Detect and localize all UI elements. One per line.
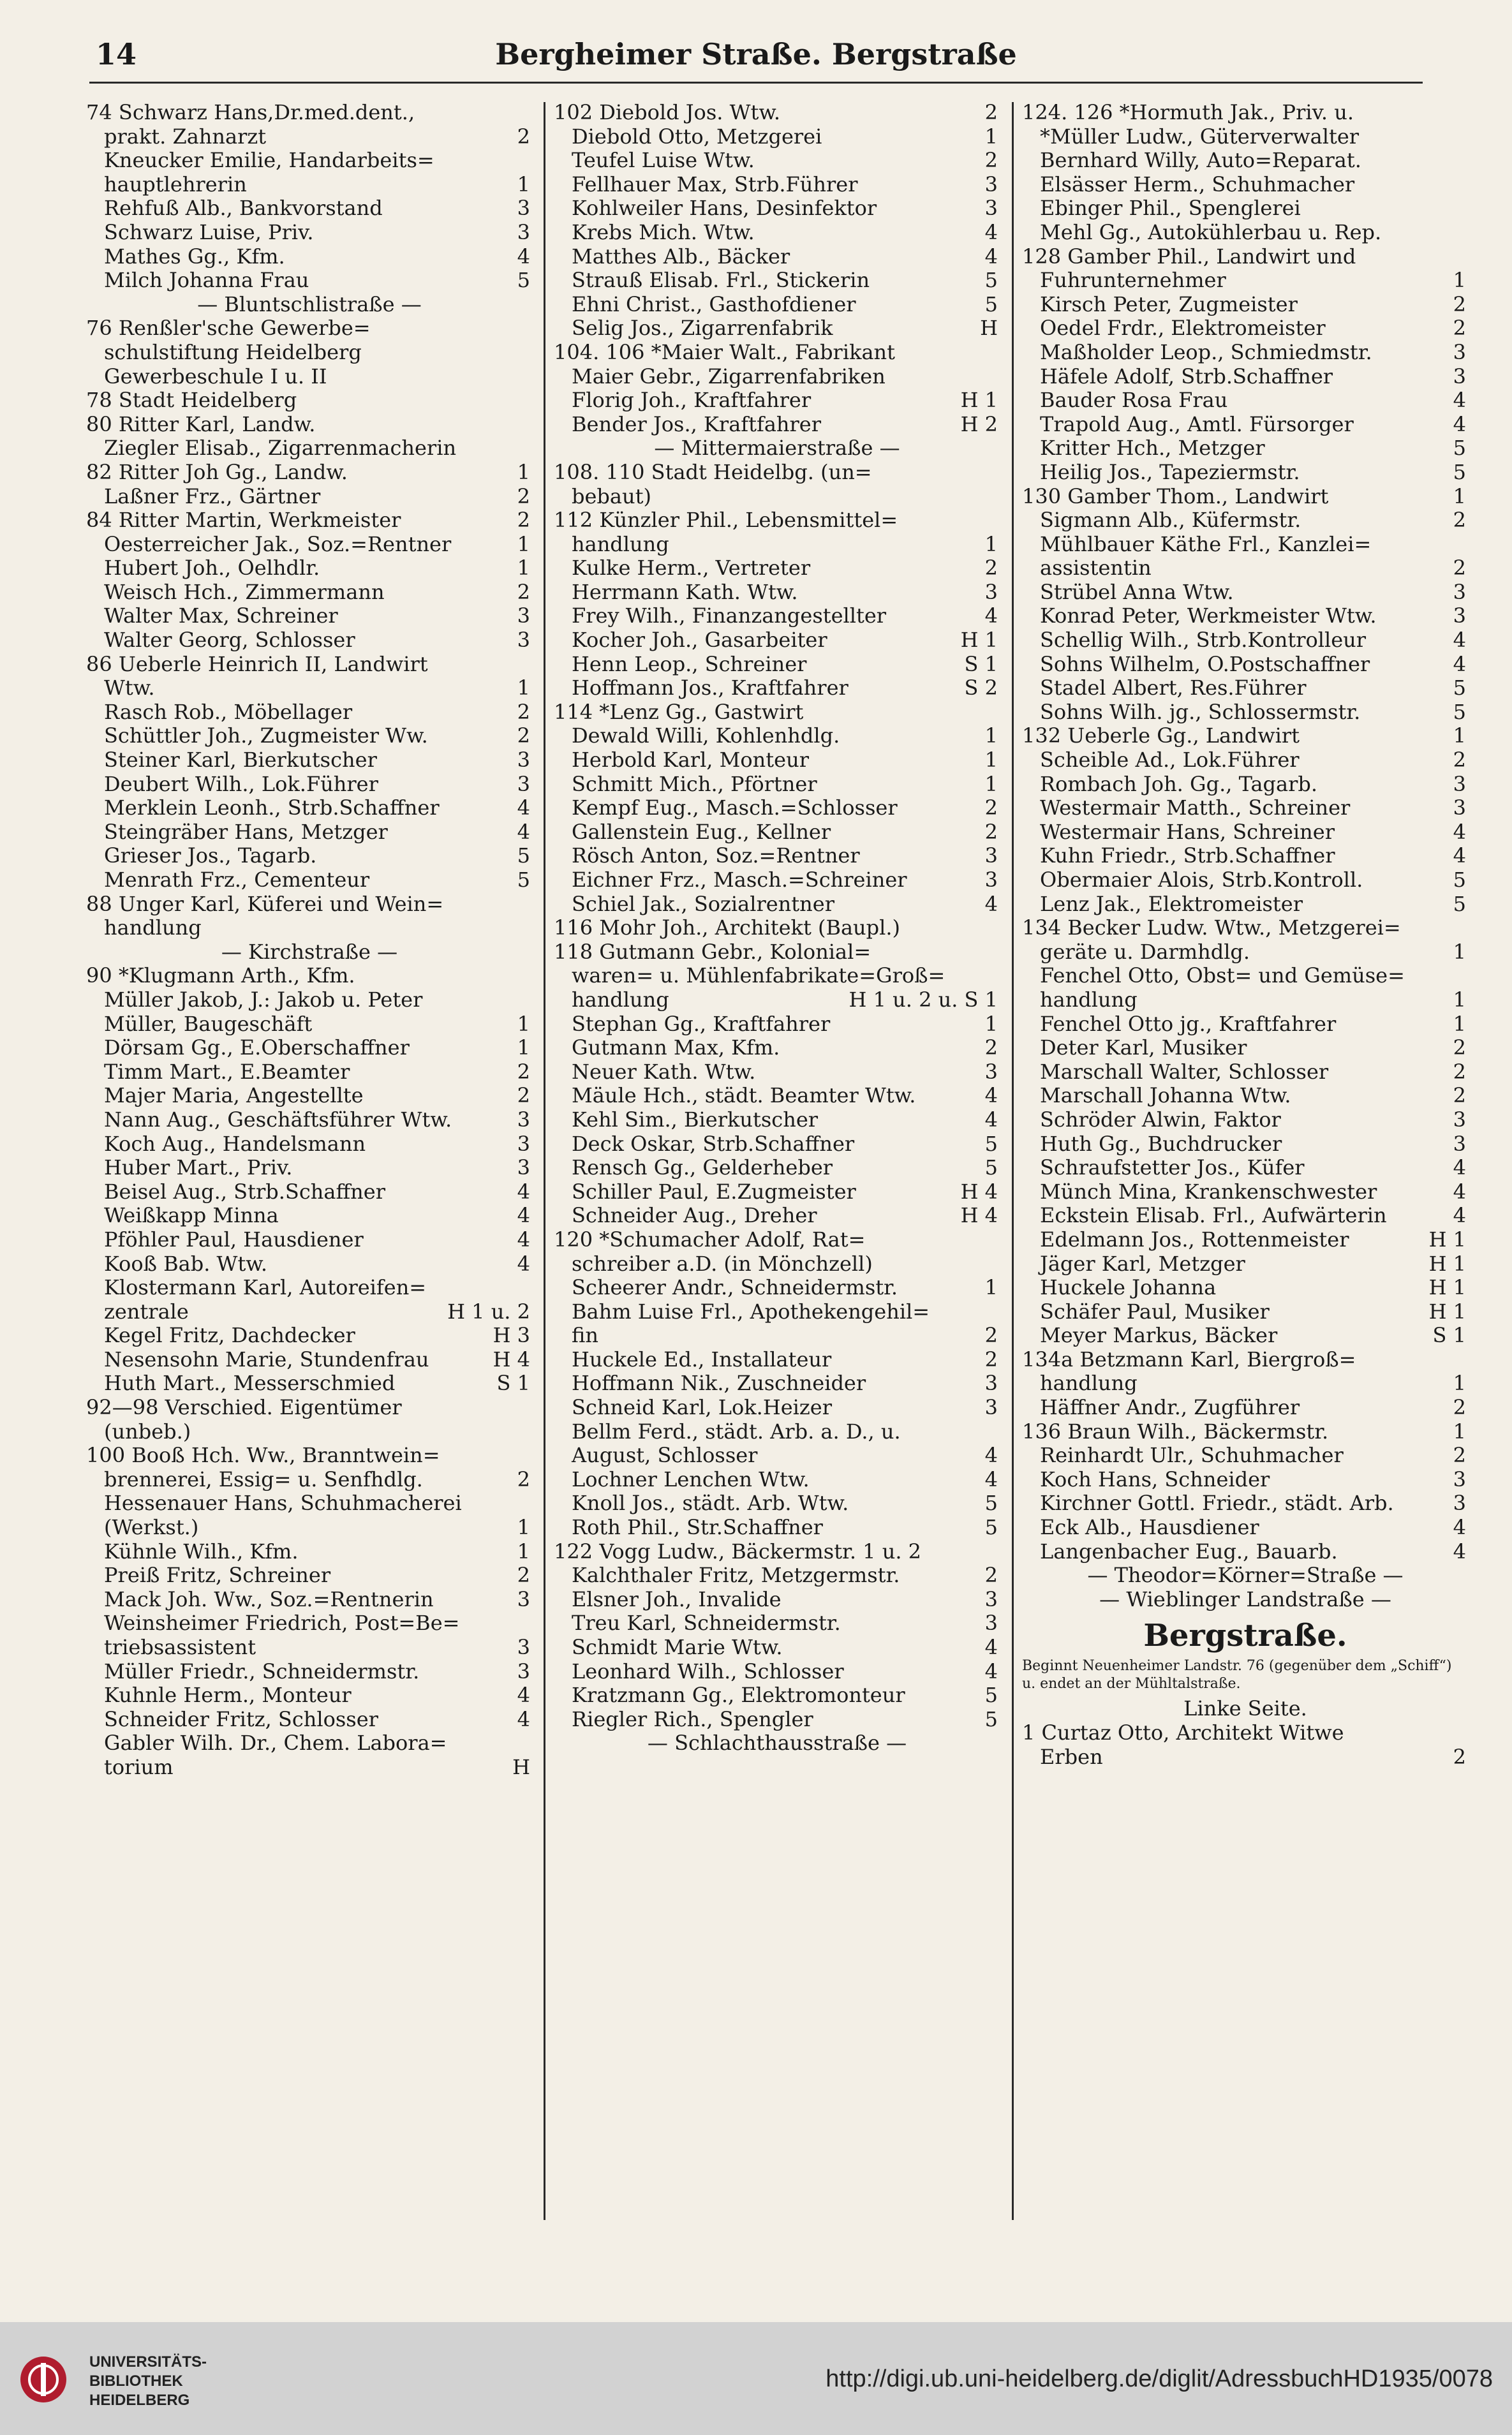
directory-entry: Bauder Rosa Frau 4	[1040, 389, 1466, 413]
directory-entry: Kegel Fritz, Dachdecker H 3	[104, 1324, 530, 1348]
directory-entry: Leonhard Wilh., Schlosser 4	[572, 1659, 998, 1684]
page-header	[83, 31, 1429, 75]
directory-entry: Schneid Karl, Lok.Heizer 3	[572, 1396, 998, 1420]
street-divider: — Schlachthausstraße —	[647, 1731, 907, 1756]
directory-entry: 114 *Lenz Gg., Gastwirt	[554, 700, 804, 724]
directory-entry: 102 Diebold Jos. Wtw. 2	[554, 101, 998, 124]
directory-entry: Mack Joh. Ww., Soz.=Rentnerin 3	[104, 1587, 530, 1611]
directory-entry: Kuhnle Herm., Monteur 4	[104, 1684, 530, 1708]
directory-entry: brennerei, Essig= u. Senfhdlg. 2	[104, 1467, 530, 1491]
directory-entry: Langenbacher Eug., Bauarb. 4	[1040, 1539, 1466, 1564]
directory-entry: 136 Braun Wilh., Bäckermstr. 1	[1022, 1419, 1466, 1444]
directory-entry: zentrale H 1 u. 2	[104, 1299, 530, 1324]
street-divider: — Mittermaierstraße —	[654, 436, 900, 461]
directory-entry: Diebold Otto, Metzgerei 1	[572, 124, 998, 149]
directory-entry: handlung 1	[1040, 988, 1466, 1012]
directory-entry: 124. 126 *Hormuth Jak., Priv. u.	[1022, 101, 1354, 124]
directory-entry: 112 Künzler Phil., Lebensmittel=	[554, 508, 898, 533]
directory-entry: Eckstein Elisab. Frl., Aufwärterin 4	[1040, 1204, 1466, 1228]
directory-entry: Steiner Karl, Bierkutscher 3	[104, 748, 530, 773]
directory-entry: 78 Stadt Heidelberg	[86, 389, 297, 413]
directory-entry: Beisel Aug., Strb.Schaffner 4	[104, 1180, 530, 1204]
directory-entry: Kocher Joh., Gasarbeiter H 1	[572, 628, 998, 653]
directory-column-2	[554, 101, 1000, 2231]
directory-entry: Hoffmann Jos., Kraftfahrer S 2	[572, 676, 998, 700]
directory-entry: Huth Mart., Messerschmied S 1	[104, 1372, 530, 1396]
directory-entry: Preiß Fritz, Schreiner 2	[104, 1564, 530, 1588]
directory-column-1	[86, 101, 533, 2231]
university-library-logo	[18, 2354, 69, 2405]
directory-entry: Hubert Joh., Oelhdlr. 1	[104, 556, 530, 581]
directory-entry: Huth Gg., Buchdrucker 3	[1040, 1132, 1466, 1156]
directory-entry: Münch Mina, Krankenschwester 4	[1040, 1180, 1466, 1204]
directory-entry: schreiber a.D. (in Mönchzell)	[572, 1252, 873, 1276]
directory-entry: 88 Unger Karl, Küferei und Wein=	[86, 892, 444, 916]
directory-entry: Steingräber Hans, Metzger 4	[104, 820, 530, 844]
directory-entry: Mühlbauer Käthe Frl., Kanzlei=	[1040, 532, 1372, 556]
directory-entry: Weißkapp Minna 4	[104, 1204, 530, 1228]
directory-list	[1022, 101, 1469, 1611]
directory-entry: Nesensohn Marie, Stundenfrau H 4	[104, 1347, 530, 1372]
directory-entry: 76 Renßler'sche Gewerbe=	[86, 316, 371, 341]
directory-entry: 108. 110 Stadt Heidelbg. (un=	[554, 460, 872, 484]
directory-entry: Kohlweiler Hans, Desinfektor 3	[572, 196, 998, 221]
directory-entry: torium H	[104, 1755, 530, 1779]
directory-entry: Maier Gebr., Zigarrenfabriken	[572, 364, 886, 389]
directory-entry: assistentin 2	[1040, 556, 1466, 581]
directory-entry: Rombach Joh. Gg., Tagarb. 3	[1040, 772, 1466, 796]
directory-entry: 128 Gamber Phil., Landwirt und	[1022, 244, 1356, 269]
directory-entry: Schüttler Joh., Zugmeister Ww. 2	[104, 724, 530, 748]
directory-entry: Walter Georg, Schlosser 3	[104, 628, 530, 653]
directory-entry: Lochner Lenchen Wtw. 4	[572, 1467, 998, 1491]
directory-entry: Timm Mart., E.Beamter 2	[104, 1060, 530, 1084]
directory-entry: Krebs Mich. Wtw. 4	[572, 220, 998, 244]
directory-entry: triebsassistent 3	[104, 1636, 530, 1659]
directory-entry: Bahm Luise Frl., Apothekengehil=	[572, 1299, 930, 1324]
directory-entry: Neuer Kath. Wtw. 3	[572, 1060, 998, 1084]
directory-entry: waren= u. Mühlenfabrikate=Groß=	[572, 964, 945, 988]
directory-entry: Mäule Hch., städt. Beamter Wtw. 4	[572, 1084, 998, 1108]
directory-entry: Sohns Wilh. jg., Schlossermstr. 5	[1040, 700, 1466, 724]
directory-entry: Eichner Frz., Masch.=Schreiner 3	[572, 868, 998, 892]
directory-entry: fin 2	[572, 1324, 998, 1348]
directory-entry: 84 Ritter Martin, Werkmeister 2	[86, 508, 530, 533]
column-divider	[1012, 102, 1014, 2220]
directory-entry: schulstiftung Heidelberg	[104, 340, 362, 364]
directory-entry: Oedel Frdr., Elektromeister 2	[1040, 316, 1466, 341]
directory-entry: Deck Oskar, Strb.Schaffner 5	[572, 1132, 998, 1156]
directory-entry: Kühnle Wilh., Kfm. 1	[104, 1539, 530, 1564]
directory-entry: Heilig Jos., Tapeziermstr. 5	[1040, 460, 1466, 484]
directory-entry: Rensch Gg., Gelderheber 5	[572, 1156, 998, 1180]
directory-entry: Kirsch Peter, Zugmeister 2	[1040, 292, 1466, 316]
directory-entry: hauptlehrerin 1	[104, 172, 530, 196]
directory-entry: Jäger Karl, Metzger H 1	[1040, 1252, 1466, 1276]
directory-entry: Häfele Adolf, Strb.Schaffner 3	[1040, 364, 1466, 389]
directory-entry: Bender Jos., Kraftfahrer H 2	[572, 412, 998, 436]
directory-entry: geräte u. Darmhdlg. 1	[1040, 940, 1466, 964]
directory-entry: 80 Ritter Karl, Landw.	[86, 412, 316, 436]
directory-entry: Herrmann Kath. Wtw. 3	[572, 580, 998, 604]
directory-entry: 132 Ueberle Gg., Landwirt 1	[1022, 724, 1466, 748]
directory-entry: Eck Alb., Hausdiener 4	[1040, 1516, 1466, 1540]
street-note: Beginnt Neuenheimer Landstr. 76 (gegenüber dem „Schiff“) u. endet an der Mühltalstraße.	[1022, 1658, 1452, 1692]
directory-entry: Treu Karl, Schneidermstr. 3	[572, 1611, 998, 1636]
directory-entry: Walter Max, Schreiner 3	[104, 604, 530, 628]
directory-entry: Konrad Peter, Werkmeister Wtw. 3	[1040, 604, 1466, 628]
directory-entry: handlung 1	[1040, 1372, 1466, 1396]
directory-entry: 1 Curtaz Otto, Architekt Witwe	[1022, 1721, 1344, 1745]
directory-entry: Milch Johanna Frau 5	[104, 269, 530, 293]
source-url[interactable]: http://digi.ub.uni-heidelberg.de/diglit/AdressbuchHD1935/0078	[826, 2365, 1493, 2392]
directory-entry: Majer Maria, Angestellte 2	[104, 1084, 530, 1108]
column-divider	[544, 102, 545, 2220]
directory-entry: Deubert Wilh., Lok.Führer 3	[104, 772, 530, 796]
directory-entry: Ebinger Phil., Spenglerei	[1040, 196, 1301, 221]
directory-entry: Schmidt Marie Wtw. 4	[572, 1636, 998, 1659]
directory-entry: Kritter Hch., Metzger 5	[1040, 436, 1466, 461]
directory-entry: Westermair Hans, Schreiner 4	[1040, 820, 1466, 844]
directory-entry: handlung	[104, 916, 202, 940]
directory-entry: 86 Ueberle Heinrich II, Landwirt	[86, 652, 428, 676]
directory-entry: Westermair Matth., Schreiner 3	[1040, 796, 1466, 820]
directory-entry: Schiller Paul, E.Zugmeister H 4	[572, 1180, 998, 1204]
directory-entry: Meyer Markus, Bäcker S 1	[1040, 1324, 1466, 1348]
directory-entry: Schellig Wilh., Strb.Kontrolleur 4	[1040, 628, 1466, 653]
directory-entry: Ziegler Elisab., Zigarrenmacherin	[104, 436, 457, 461]
directory-entry: 116 Mohr Joh., Architekt (Baupl.)	[554, 916, 901, 940]
directory-entry: Riegler Rich., Spengler 5	[572, 1707, 998, 1731]
directory-entry: Knoll Jos., städt. Arb. Wtw. 5	[572, 1491, 998, 1516]
directory-entry: 90 *Klugmann Arth., Kfm.	[86, 964, 355, 988]
directory-entry: Selig Jos., Zigarrenfabrik H	[572, 316, 998, 341]
directory-entry: bebaut)	[572, 484, 651, 508]
directory-entry: Wtw. 1	[104, 676, 530, 700]
page-title: Bergheimer Straße. Bergstraße	[495, 37, 1017, 71]
directory-entry: Schiel Jak., Sozialrentner 4	[572, 892, 998, 916]
directory-entry: Roth Phil., Str.Schaffner 5	[572, 1516, 998, 1540]
directory-entry: Elsner Joh., Invalide 3	[572, 1587, 998, 1611]
directory-entry: Kalchthaler Fritz, Metzgermstr. 2	[572, 1564, 998, 1588]
directory-entry: Rehfuß Alb., Bankvorstand 3	[104, 196, 530, 221]
directory-entry: Sohns Wilhelm, O.Postschaffner 4	[1040, 652, 1466, 676]
directory-entry: Fuhrunternehmer 1	[1040, 269, 1466, 293]
directory-entry: Kulke Herm., Vertreter 2	[572, 556, 998, 581]
street-heading: Bergstraße.	[1143, 1618, 1347, 1654]
directory-entry: August, Schlosser 4	[572, 1444, 998, 1468]
directory-entry: Schwarz Luise, Priv. 3	[104, 220, 530, 244]
directory-entry: Hoffmann Nik., Zuschneider 3	[572, 1372, 998, 1396]
directory-entry: Strauß Elisab. Frl., Stickerin 5	[572, 269, 998, 293]
directory-entry: Häffner Andr., Zugführer 2	[1040, 1396, 1466, 1420]
directory-entry: Matthes Alb., Bäcker 4	[572, 244, 998, 269]
directory-entry: 134a Betzmann Karl, Biergroß=	[1022, 1347, 1356, 1372]
directory-entry: Huckele Johanna H 1	[1040, 1276, 1466, 1300]
directory-entry: Schneider Aug., Dreher H 4	[572, 1204, 998, 1228]
directory-entry: (Werkst.) 1	[104, 1516, 530, 1540]
directory-entry: Trapold Aug., Amtl. Fürsorger 4	[1040, 412, 1466, 436]
directory-entry: *Müller Ludw., Güterverwalter	[1040, 124, 1360, 149]
directory-entry: Henn Leop., Schreiner S 1	[572, 652, 998, 676]
directory-entry: Schneider Fritz, Schlosser 4	[104, 1707, 530, 1731]
directory-entry: Strübel Anna Wtw. 3	[1040, 580, 1466, 604]
directory-entry: Teufel Luise Wtw. 2	[572, 149, 998, 173]
directory-entry: Menrath Frz., Cementeur 5	[104, 868, 530, 892]
directory-entry: Rasch Rob., Möbellager 2	[104, 700, 530, 724]
directory-entry: Mehl Gg., Autokühlerbau u. Rep.	[1040, 220, 1382, 244]
directory-entry: Kratzmann Gg., Elektromonteur 5	[572, 1684, 998, 1708]
directory-entry: Erben 2	[1040, 1745, 1466, 1769]
street-divider: — Kirchstraße —	[221, 940, 398, 964]
directory-entry: 120 *Schumacher Adolf, Rat=	[554, 1227, 866, 1252]
directory-entry: Schäfer Paul, Musiker H 1	[1040, 1299, 1466, 1324]
directory-entry: Oesterreicher Jak., Soz.=Rentner 1	[104, 532, 530, 556]
directory-entry: Rösch Anton, Soz.=Rentner 3	[572, 844, 998, 868]
street-divider: — Theodor=Körner=Straße —	[1087, 1564, 1404, 1588]
directory-entry: Kirchner Gottl. Friedr., städt. Arb. 3	[1040, 1491, 1466, 1516]
directory-entry: Fenchel Otto jg., Kraftfahrer 1	[1040, 1012, 1466, 1036]
directory-entry: Reinhardt Ulr., Schuhmacher 2	[1040, 1444, 1466, 1468]
directory-entry: 104. 106 *Maier Walt., Fabrikant	[554, 340, 896, 364]
directory-column-3	[1022, 101, 1469, 2231]
directory-entry: Edelmann Jos., Rottenmeister H 1	[1040, 1227, 1466, 1252]
directory-entry: Nann Aug., Geschäftsführer Wtw. 3	[104, 1107, 530, 1132]
directory-entry: Marschall Walter, Schlosser 2	[1040, 1060, 1466, 1084]
directory-entry: Grieser Jos., Tagarb. 5	[104, 844, 530, 868]
directory-entry: Koch Hans, Schneider 3	[1040, 1467, 1466, 1491]
library-name: UNIVERSITÄTS- BIBLIOTHEK HEIDELBERG	[89, 2353, 207, 2409]
directory-entry: Müller, Baugeschäft 1	[104, 1012, 530, 1036]
directory-entry: Maßholder Leop., Schmiedmstr. 3	[1040, 340, 1466, 364]
directory-entry: Müller Jakob, J.: Jakob u. Peter	[104, 988, 423, 1012]
directory-entry: Scheible Ad., Lok.Führer 2	[1040, 748, 1466, 773]
directory-entry: 118 Gutmann Gebr., Kolonial=	[554, 940, 871, 964]
street-divider: — Bluntschlistraße —	[197, 292, 422, 316]
directory-entry: Laßner Frz., Gärtner 2	[104, 484, 530, 508]
directory-entry: Huckele Ed., Installateur 2	[572, 1347, 998, 1372]
directory-entry: handlung 1	[572, 532, 998, 556]
street-divider: — Wieblinger Landstraße —	[1099, 1587, 1391, 1611]
directory-entry: Kempf Eug., Masch.=Schlosser 2	[572, 796, 998, 820]
directory-entry: Florig Joh., Kraftfahrer H 1	[572, 389, 998, 413]
directory-entry: Gabler Wilh. Dr., Chem. Labora=	[104, 1731, 447, 1756]
directory-entry: Schmitt Mich., Pförtner 1	[572, 772, 998, 796]
directory-entry: Huber Mart., Priv. 3	[104, 1156, 530, 1180]
directory-entry: Mathes Gg., Kfm. 4	[104, 244, 530, 269]
directory-entry: 122 Vogg Ludw., Bäckermstr. 1 u. 2	[554, 1539, 922, 1564]
header-rule	[89, 82, 1423, 84]
side-label: Linke Seite.	[1183, 1697, 1307, 1721]
directory-entry: Gutmann Max, Kfm. 2	[572, 1036, 998, 1060]
directory-entry: Deter Karl, Musiker 2	[1040, 1036, 1466, 1060]
directory-entry: Sigmann Alb., Küfermstr. 2	[1040, 508, 1466, 533]
directory-entry: 74 Schwarz Hans,Dr.med.dent.,	[86, 101, 415, 124]
directory-entry: Koch Aug., Handelsmann 3	[104, 1132, 530, 1156]
directory-entry: Lenz Jak., Elektromeister 5	[1040, 892, 1466, 916]
directory-entry: Weisch Hch., Zimmermann 2	[104, 580, 530, 604]
footer-bar	[0, 2322, 1512, 2435]
directory-entry: Gewerbeschule I u. II	[104, 364, 327, 389]
directory-entry: prakt. Zahnarzt 2	[104, 124, 530, 149]
directory-entry: Gallenstein Eug., Kellner 2	[572, 820, 998, 844]
directory-entry: Fenchel Otto, Obst= und Gemüse=	[1040, 964, 1405, 988]
directory-entry: Frey Wilh., Finanzangestellter 4	[572, 604, 998, 628]
directory-entry: Merklein Leonh., Strb.Schaffner 4	[104, 796, 530, 820]
directory-entry: Scheerer Andr., Schneidermstr. 1	[572, 1276, 998, 1300]
directory-entry: Hessenauer Hans, Schuhmacherei	[104, 1491, 462, 1516]
directory-entry: (unbeb.)	[104, 1419, 191, 1444]
directory-entry: Pföhler Paul, Hausdiener 4	[104, 1227, 530, 1252]
directory-entry: Ehni Christ., Gasthofdiener 5	[572, 292, 998, 316]
directory-entry: handlung H 1 u. 2 u. S 1	[572, 988, 998, 1012]
directory-entry: Herbold Karl, Monteur 1	[572, 748, 998, 773]
directory-entry: 92—98 Verschied. Eigentümer	[86, 1396, 402, 1420]
directory-entry: Schröder Alwin, Faktor 3	[1040, 1107, 1466, 1132]
directory-entry: Bernhard Willy, Auto=Reparat.	[1040, 149, 1361, 173]
directory-entry: Klostermann Karl, Autoreifen=	[104, 1276, 427, 1300]
directory-entry: Marschall Johanna Wtw. 2	[1040, 1084, 1466, 1108]
directory-entry: Kehl Sim., Bierkutscher 4	[572, 1107, 998, 1132]
directory-entry: 100 Booß Hch. Ww., Branntwein=	[86, 1444, 440, 1468]
directory-entry: Fellhauer Max, Strb.Führer 3	[572, 172, 998, 196]
directory-entry: Kneucker Emilie, Handarbeits=	[104, 149, 434, 173]
page-number: 14	[96, 37, 137, 71]
directory-entry: 134 Becker Ludw. Wtw., Metzgerei=	[1022, 916, 1401, 940]
directory-entry: Müller Friedr., Schneidermstr. 3	[104, 1659, 530, 1684]
directory-entry: Weinsheimer Friedrich, Post=Be=	[104, 1611, 460, 1636]
directory-entry: Kuhn Friedr., Strb.Schaffner 4	[1040, 844, 1466, 868]
directory-entry: Stephan Gg., Kraftfahrer 1	[572, 1012, 998, 1036]
directory-entry: Stadel Albert, Res.Führer 5	[1040, 676, 1466, 700]
directory-entry: Kooß Bab. Wtw. 4	[104, 1252, 530, 1276]
directory-entry: 82 Ritter Joh Gg., Landw. 1	[86, 460, 530, 484]
directory-entry: Schraufstetter Jos., Küfer 4	[1040, 1156, 1466, 1180]
directory-entry: Dörsam Gg., E.Oberschaffner 1	[104, 1036, 530, 1060]
directory-entry: Dewald Willi, Kohlenhdlg. 1	[572, 724, 998, 748]
directory-entry: Bellm Ferd., städt. Arb. a. D., u.	[572, 1419, 901, 1444]
directory-entry: Obermaier Alois, Strb.Kontroll. 5	[1040, 868, 1466, 892]
directory-entry: Elsässer Herm., Schuhmacher	[1040, 172, 1355, 196]
directory-entry: 130 Gamber Thom., Landwirt 1	[1022, 484, 1466, 508]
